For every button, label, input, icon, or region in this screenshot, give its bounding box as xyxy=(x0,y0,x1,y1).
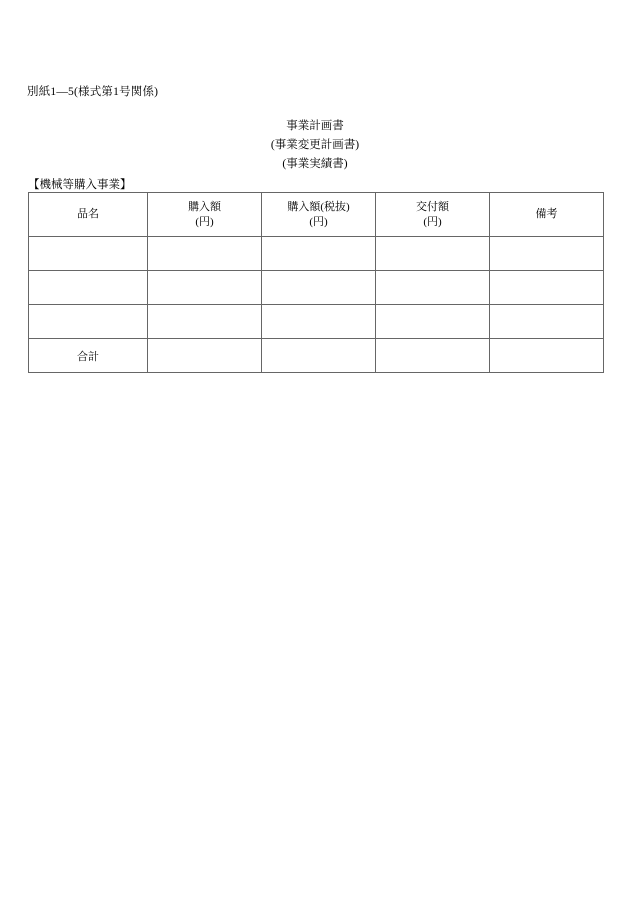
table-header-main-item: 品名 xyxy=(77,208,99,220)
cell-remarks[interactable] xyxy=(490,271,604,305)
table-header-unit-amount: (円) xyxy=(195,215,214,228)
cell-remarks[interactable] xyxy=(490,305,604,339)
document-header-note: 別紙1―5(様式第1号関係) xyxy=(27,86,159,98)
purchase-table-wrapper xyxy=(28,192,603,373)
cell-amount[interactable] xyxy=(148,305,262,339)
purchase-table xyxy=(28,192,604,373)
cell-total-grant[interactable] xyxy=(376,339,490,373)
table-header-cell-amount xyxy=(148,193,262,237)
document-title-line-1: 事業計画書 xyxy=(286,120,344,132)
cell-remarks[interactable] xyxy=(490,237,604,271)
table-header-unit-amount-extax: (円) xyxy=(309,215,328,228)
table-row xyxy=(29,237,604,271)
table-header-row xyxy=(29,193,604,237)
cell-amount[interactable] xyxy=(148,271,262,305)
cell-amount[interactable] xyxy=(148,237,262,271)
cell-amount-extax[interactable] xyxy=(262,305,376,339)
cell-total-amount-extax[interactable] xyxy=(262,339,376,373)
cell-item[interactable] xyxy=(29,305,148,339)
table-header-cell-grant xyxy=(376,193,490,237)
table-header-main-remarks: 備考 xyxy=(535,208,558,220)
table-row xyxy=(29,305,604,339)
document-title-block xyxy=(0,117,630,174)
cell-total-label: 合計 xyxy=(29,339,148,373)
cell-amount-extax[interactable] xyxy=(262,271,376,305)
cell-total-remarks[interactable] xyxy=(490,339,604,373)
cell-grant[interactable] xyxy=(376,271,490,305)
cell-grant[interactable] xyxy=(376,237,490,271)
table-header-main-grant: 交付額 xyxy=(416,200,449,213)
table-header-main-amount: 購入額 xyxy=(188,200,221,213)
section-label: 【機械等購入事業】 xyxy=(28,179,132,191)
cell-amount-extax[interactable] xyxy=(262,237,376,271)
table-total-row xyxy=(29,339,604,373)
table-header-cell-amount-extax xyxy=(262,193,376,237)
table-header-cell-remarks xyxy=(490,193,604,237)
table-header-cell-item xyxy=(29,193,148,237)
table-header-unit-grant: (円) xyxy=(423,215,442,228)
table-header-main-amount-extax: 購入額(税抜) xyxy=(287,200,350,213)
cell-grant[interactable] xyxy=(376,305,490,339)
cell-item[interactable] xyxy=(29,237,148,271)
document-title-line-3: (事業実績書) xyxy=(282,158,348,170)
table-row xyxy=(29,271,604,305)
cell-total-amount[interactable] xyxy=(148,339,262,373)
cell-item[interactable] xyxy=(29,271,148,305)
document-title-line-2: (事業変更計画書) xyxy=(270,139,360,151)
